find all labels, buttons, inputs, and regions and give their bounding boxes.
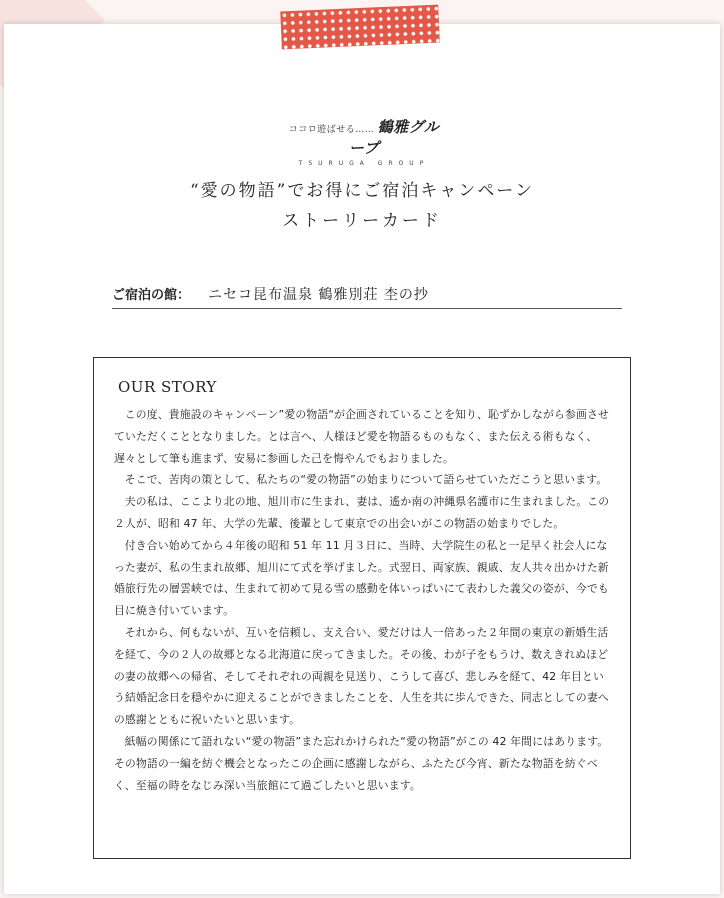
story-paragraph: 夫の私は、ここより北の地、旭川市に生まれ、妻は、遙か南の沖縄県名護市に生まれました。この２人が、昭和 47 年、大学の先輩、後輩として東京での出会いがこの物語の始まりでした。 — [114, 495, 610, 530]
venue-line — [112, 284, 622, 309]
campaign-title: “愛の物語”でお得にご宿泊キャンペーン — [189, 181, 535, 201]
logo-tagline: ココロ遊ばせる…… — [288, 125, 375, 135]
washi-tape — [280, 5, 440, 50]
tsuruga-group-logo — [284, 116, 444, 167]
logo-wordmark — [284, 116, 444, 158]
story-heading: OUR STORY — [118, 378, 217, 396]
venue-name: ニセコ昆布温泉 鶴雅別荘 杢の抄 — [208, 287, 429, 303]
story-paragraph: 付き合い始めてから４年後の昭和 51 年 11 月３日に、当時、大学院生の私と一足早く社会人になった妻が、私の生まれ故郷、旭川にて式を挙げました。式翌日、両家族、親戚、友人共々出かけた新婚旅行先の層雲峡では、生まれて初めて見る雪の感動を体いっぱいにて表わした義父の姿が、今でも目に焼き付いています。 — [114, 538, 609, 618]
story-paragraph: この度、貴施設のキャンペーン”愛の物語“が企画されていることを知り、恥ずかしながら参画させていただくこととなりました。とは言へ、人様ほど愛を物語るものもなく、また伝える術もなく、遅々として筆も進まず、安易に参画した己を悔やんでもおりました。 — [114, 408, 610, 465]
story-paragraph: それから、何もないが、互いを信頼し、支え合い、愛だけは人一倍あった２年間の東京の新婚生活を経て、今の２人の故郷となる北海道に戻ってきました。その後、わが子をもうけ、数えきれぬほどの妻の故郷への帰省、そしてそれぞれの両親を見送り、こうして喜び、悲しみを経て、42 年目という結婚記念日を穏やかに迎えることができましたことを、人生を共に歩んできた、同志としての妻への感謝とともに祝いたいと思います。 — [114, 625, 609, 727]
story-paragraph: 紙幅の関係にて語れない“愛の物語”また忘れかけられた“愛の物語”がこの 42 年間にはあります。その物語の一編を紡ぐ機会となったこの企画に感謝しながら、ふたたび今宵、新たな物語を紡ぐべく、至福の時をなじみ深い当旅館にて過ごしたいと思います。 — [114, 734, 609, 792]
story-box — [93, 357, 631, 859]
story-body — [114, 404, 610, 796]
logo-brand: 鶴雅グループ — [348, 118, 440, 157]
logo-romaji: TSURUGA GROUP — [298, 160, 430, 167]
venue-label: ご宿泊の館： — [112, 288, 191, 303]
card-title: ストーリーカード — [282, 211, 442, 231]
story-paragraph: そこで、苦肉の策として、私たちの“愛の物語”の始まりについて語らせていただこうと思います。 — [124, 473, 608, 487]
